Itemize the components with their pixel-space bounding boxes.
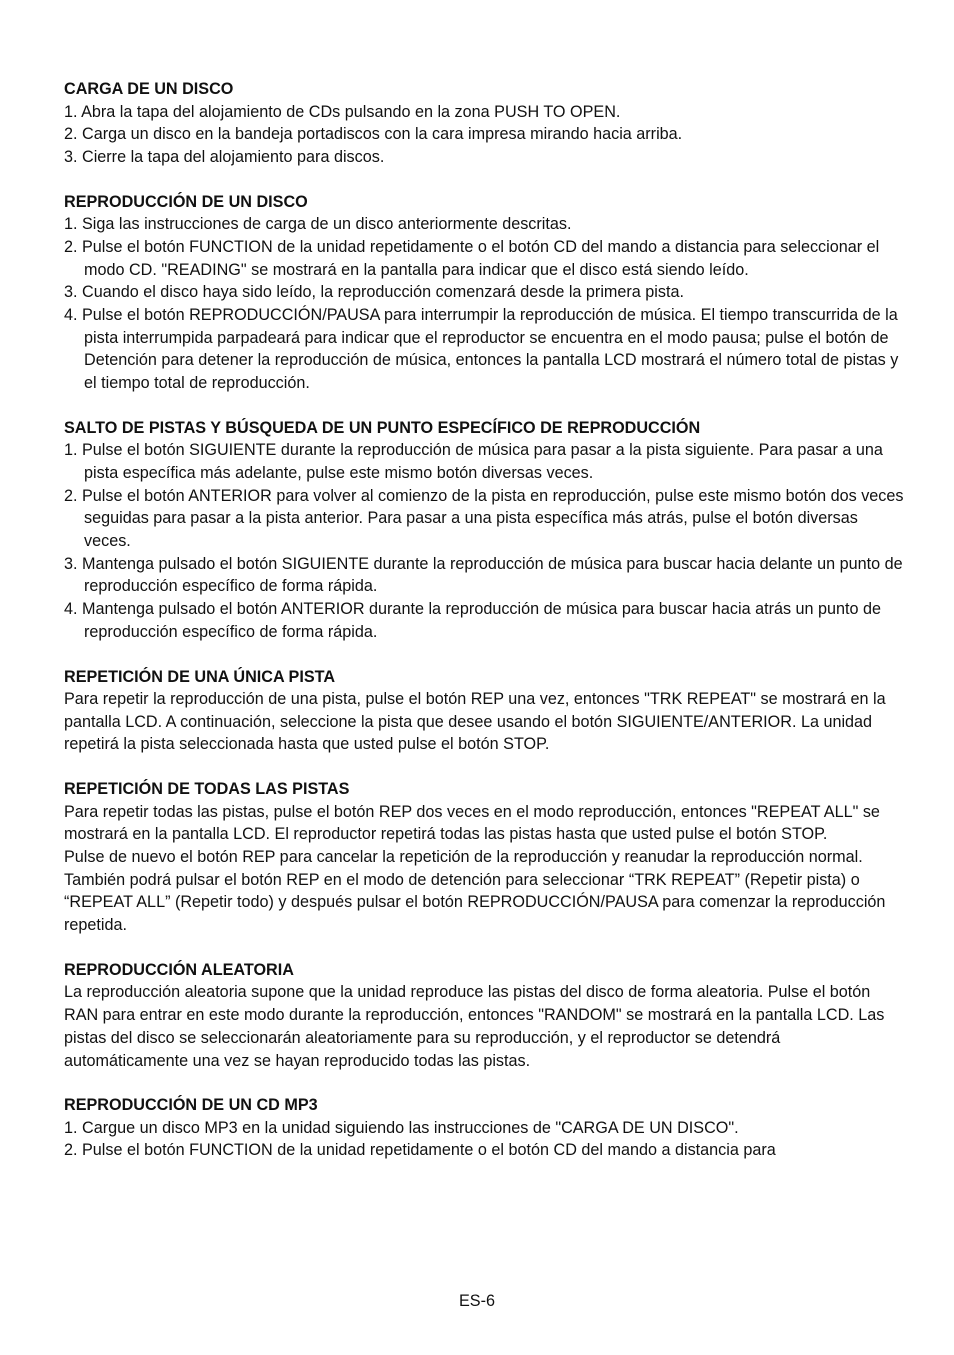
section-heading: REPETICIÓN DE UNA ÚNICA PISTA xyxy=(64,667,336,686)
paragraph: Para repetir la reproducción de una pista, pulse el botón REP una vez, entonces "TRK REPEAT" se mostrará en la pantalla LCD. A continuación, seleccione la pista que desee usando el botón SIGUIENTE/ANTERIOR. La unidad repetirá la pista seleccionada hasta que usted pulse el botón STOP. xyxy=(64,690,886,754)
section-heading: CARGA DE UN DISCO xyxy=(64,80,234,98)
paragraph: Para repetir todas las pistas, pulse el botón REP dos veces en el modo reproducción, entonces "REPEAT ALL" se mostrará en la pantalla LCD. El reproductor repetirá todas las pistas hasta que usted pulse el botón STOP. xyxy=(64,802,880,844)
list-item: 3. Cierre la tapa del alojamiento para discos. xyxy=(64,147,385,166)
list-item: 1. Abra la tapa del alojamiento de CDs pulsando en la zona PUSH TO OPEN. xyxy=(64,102,621,121)
list-item: 1. Cargue un disco MP3 en la unidad siguiendo las instrucciones de "CARGA DE UN DISCO". xyxy=(64,1118,739,1137)
section-heading: REPRODUCCIÓN DE UN DISCO xyxy=(64,192,308,211)
section-carga xyxy=(64,78,904,169)
page-number: ES-6 xyxy=(459,1292,495,1310)
section-repeticion-todas xyxy=(64,778,904,937)
list-item: 2. Pulse el botón ANTERIOR para volver al comienzo de la pista en reproducción, pulse este mismo botón dos veces seguidas para pasar a la pista anterior. Para pasar a una pista específica más atrás, pulse el botón diversas veces. xyxy=(64,486,904,551)
list-item: 2. Pulse el botón FUNCTION de la unidad repetidamente o el botón CD del mando a distancia para xyxy=(64,1141,776,1160)
document-page xyxy=(64,78,904,1184)
paragraph: Pulse de nuevo el botón REP para cancelar la repetición de la reproducción y reanudar la reproducción normal. También podrá pulsar el botón REP en el modo de detención para seleccionar “TRK REPEAT” (Repetir pista) o “REPEAT ALL” (Repetir todo) y después pulsar el botón REPRODUCCIÓN/PAUSA para comenzar la reproducción repetida. xyxy=(64,848,886,935)
section-salto-pistas xyxy=(64,417,904,644)
list-item: 3. Mantenga pulsado el botón SIGUIENTE durante la reproducción de música para buscar hacia delante un punto de reproducción específico de forma rápida. xyxy=(64,554,903,596)
section-repeticion-una xyxy=(64,666,904,757)
section-mp3 xyxy=(64,1094,904,1162)
section-reproduccion xyxy=(64,191,904,395)
section-heading: SALTO DE PISTAS Y BÚSQUEDA DE UN PUNTO ESPECÍFICO DE REPRODUCCIÓN xyxy=(64,418,701,437)
list-item: 4. Mantenga pulsado el botón ANTERIOR durante la reproducción de música para buscar hacia atrás un punto de reproducción específico de forma rápida. xyxy=(64,600,882,641)
section-heading: REPETICIÓN DE TODAS LAS PISTAS xyxy=(64,780,350,799)
list-item: 4. Pulse el botón REPRODUCCIÓN/PAUSA para interrumpir la reproducción de música. El tiempo transcurrida de la pista interrumpida parpadeará para indicar que el reproductor se encuentra en el modo pausa; pulse el botón de Detención para detener la reproducción de música, entonces la pantalla LCD mostrará el número total de pistas y el tiempo total de reproducción. xyxy=(64,305,899,393)
section-aleatoria xyxy=(64,959,904,1072)
section-heading: REPRODUCCIÓN DE UN CD MP3 xyxy=(64,1096,318,1115)
list-item: 2. Carga un disco en la bandeja portadiscos con la cara impresa mirando hacia arriba. xyxy=(64,125,683,144)
list-item: 1. Siga las instrucciones de carga de un disco anteriormente descritas. xyxy=(64,215,572,234)
list-item: 1. Pulse el botón SIGUIENTE durante la reproducción de música para pasar a la pista siguiente. Para pasar a una pista específica más adelante, pulse este mismo botón diversas veces. xyxy=(64,441,883,482)
list-item: 2. Pulse el botón FUNCTION de la unidad repetidamente o el botón CD del mando a distancia para seleccionar el modo CD. "READING" se mostrará en la pantalla para indicar que el disco está siendo leído. xyxy=(64,237,880,279)
section-heading: REPRODUCCIÓN ALEATORIA xyxy=(64,960,294,979)
list-item: 3. Cuando el disco haya sido leído, la reproducción comenzará desde la primera pista. xyxy=(64,283,684,302)
paragraph: La reproducción aleatoria supone que la unidad reproduce las pistas del disco de forma aleatoria. Pulse el botón RAN para entrar en este modo durante la reproducción, entonces "RANDOM" se mostrará en la pantalla LCD. Las pistas del disco se seleccionarán aleatoriamente para su reproducción, y el reproductor se detendrá automáticamente una vez se hayan reproducido todas las pistas. xyxy=(64,983,885,1070)
